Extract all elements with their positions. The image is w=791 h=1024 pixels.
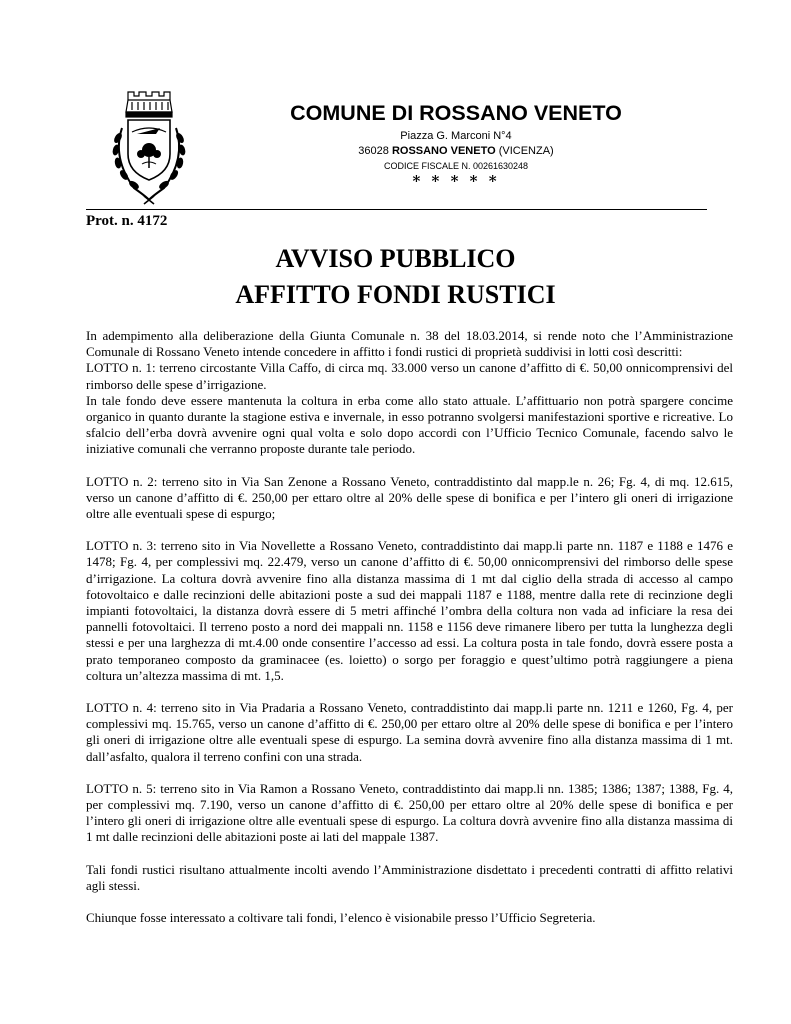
lot-3-paragraph: LOTTO n. 3: terreno sito in Via Novellette a Rossano Veneto, contraddistinto dai mapp.li parte nn. 1187 e 1188 e 1476 e 1478; Fg. 4, per complessivi mq. 22.479, verso un canone d’affitto di €. 50,00 onnicomprensivi del rimborso delle spese d’irrigazione. La coltura dovrà avvenire fino alla distanza massima di 1 mt dal ciglio della strada di accesso al campo fotovoltaico e dalle recinzioni delle abitazioni poste a sud dei mappali 1187 e 1188, mentre dalla rete di recinzione degli impianti fotovoltaici, la distanza dovrà essere di 5 metri affinché l’ombra della coltura non vada ad inficiare la resa dei pannelli fotovoltaici. Il terreno posto a nord dei mappali nn. 1158 e 1156 deve rimanere libero per tutta la lunghezza degli stessi e per una larghezza di mt.4.00 onde consentire l’accesso ad essi. La coltura posta in tale fondo, dovrà essere posta a prato temporaneo composto da graminacee (es. loietto) o sorgo per foraggio e quest’ultimo potrà raggiungere a piena coltura un’altezza massima di mt. 1,5.	[86, 538, 733, 683]
municipal-crest-emblem	[104, 88, 194, 206]
intro-text: In adempimento alla deliberazione della Giunta Comunale n. 38 del 18.03.2014, si rende noto che l’Amministrazione Comunale di Rossano Veneto intende concedere in affitto i fondi rustici di proprietà suddivisi in lotti così descritti:	[86, 328, 733, 360]
closing-paragraph: Chiunque fosse interessato a coltivare tali fondi, l’elenco è visionabile presso l’Ufficio Segreteria.	[86, 910, 596, 926]
lot-2-paragraph: LOTTO n. 2: terreno sito in Via San Zenone a Rossano Veneto, contraddistinto dal mapp.le n. 26; Fg. 4, di mq. 12.615, verso un canone d’affitto di €. 250,00 per ettaro oltre al 20% delle spese di bonifica e per l’intero gli oneri di irrigazione oltre alle eventuali spese di espurgo;	[86, 473, 733, 522]
decorative-stars: * * * * *	[412, 172, 500, 190]
municipality-address: Piazza G. Marconi N°4	[400, 130, 512, 142]
city-postcode: 36028	[358, 145, 392, 157]
lot-1-text: LOTTO n. 1: terreno circostante Villa Caffo, di circa mq. 33.000 verso un canone d’affitto di €. 50,00 onnicomprensivi del rimborso delle spese d’irrigazione.	[86, 360, 733, 392]
status-paragraph: Tali fondi rustici risultano attualmente incolti avendo l’Amministrazione disdettato i precedenti contratti di affitto relativi agli stessi.	[86, 861, 733, 893]
tax-code: CODICE FISCALE N. 00261630248	[383, 161, 529, 171]
protocol-number: Prot. n. 4172	[86, 213, 168, 229]
city-name: ROSSANO VENETO	[391, 145, 496, 157]
header-divider	[86, 209, 707, 210]
municipality-city	[206, 145, 706, 157]
municipality-name: COMUNE DI ROSSANO VENETO	[290, 101, 622, 125]
notice-subtitle: AFFITTO FONDI RUSTICI	[235, 280, 556, 309]
intro-and-lot-1-paragraph	[86, 328, 733, 458]
shield-icon	[128, 120, 170, 180]
lot-1-conditions: In tale fondo deve essere mantenuta la coltura in erba come allo stato attuale. L’affittuario non potrà spargere concime organico in quanto durante la stagione estiva e invernale, in esso potranno svolgersi manifestazioni sportive e ricreative. Lo sfalcio dell’erba dovrà avvenire ogni qual volta e solo dopo accordi con l’Ufficio Tecnico Comunale, facendo salvo le iniziative comunali che verranno proposte durante tale periodo.	[86, 392, 733, 457]
notice-title: AVVISO PUBBLICO	[275, 244, 516, 273]
city-province: (VICENZA)	[495, 145, 554, 157]
notice-body	[86, 328, 733, 942]
lot-4-paragraph: LOTTO n. 4: terreno sito in Via Pradaria a Rossano Veneto, contraddistinto dai mapp.li parte nn. 1211 e 1260, Fg. 4, per complessivi mq. 15.765, verso un canone d’affitto di €. 250,00 per ettaro oltre al 20% delle spese di bonifica e per l’intero gli oneri di irrigazione oltre alle eventuali spese di espurgo. La semina dovrà avvenire fino alla distanza massima di 1 mt. dall’asfalto, qualora il terreno confini con una strada.	[86, 700, 733, 764]
lot-5-paragraph: LOTTO n. 5: terreno sito in Via Ramon a Rossano Veneto, contraddistinto dai mapp.li nn. 1385; 1386; 1387; 1388, Fg. 4, per complessivi mq. 7.190, verso un canone d’affitto di €. 250,00 per ettaro oltre al 20% delle spese di bonifica e per l’intero gli oneri di irrigazione oltre alle eventuali spese di espurgo. La coltura dovrà avvenire fino alla distanza massima di 1 mt dalle recinzioni delle abitazioni poste ai lati del mappale 1387.	[86, 780, 733, 845]
crown-icon	[126, 92, 172, 117]
